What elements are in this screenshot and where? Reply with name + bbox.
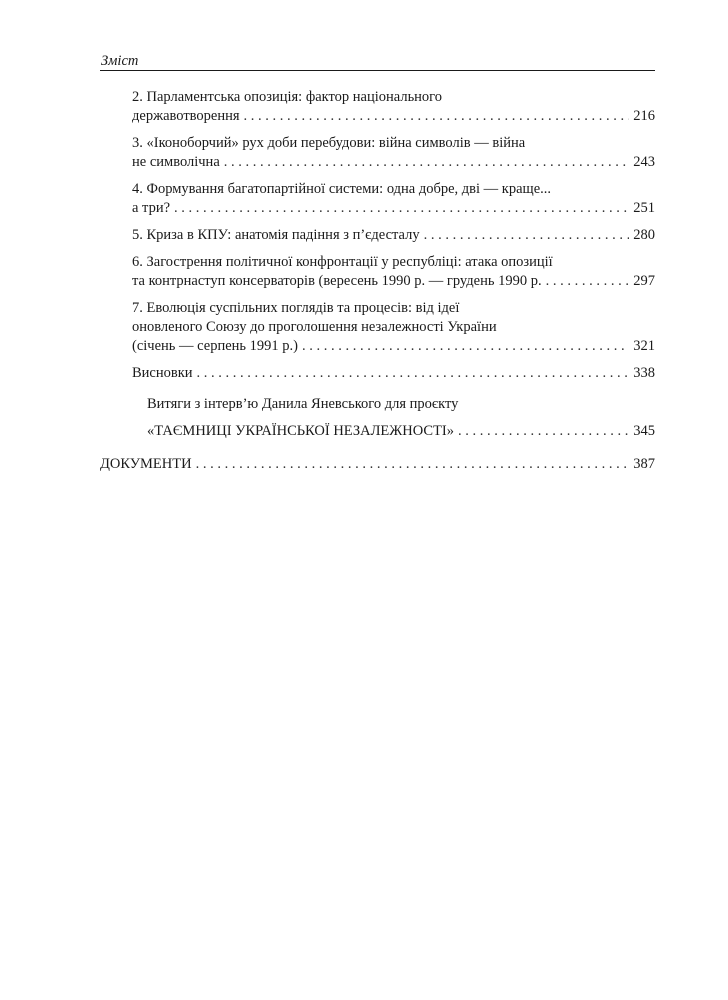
- toc-entry-6[interactable]: [132, 253, 655, 291]
- dot-leader: [224, 153, 629, 172]
- toc-entry-2[interactable]: [132, 88, 655, 126]
- toc-entry-last-line: [132, 153, 655, 172]
- toc-page-number: 216: [633, 108, 655, 124]
- dot-leader: [174, 199, 629, 218]
- toc-entry-last-line: [132, 272, 655, 291]
- toc-entry-line: оновленого Союзу до проголошення незалежності України: [132, 319, 497, 335]
- toc-entry-5[interactable]: [132, 226, 655, 245]
- toc-entry-text: державотворення: [132, 108, 240, 124]
- toc-entry-conclusions[interactable]: [132, 364, 655, 383]
- toc-entry-line: Витяги з інтерв’ю Данила Яневського для проєкту: [147, 396, 459, 412]
- dot-leader: [244, 107, 630, 126]
- toc-entry-line: 7. Еволюція суспільних поглядів та процесів: від ідеї: [132, 300, 460, 316]
- toc-entry-line: 2. Парламентська опозиція: фактор національного: [132, 89, 443, 105]
- dot-leader: [458, 422, 629, 441]
- toc-entry-text: «ТАЄМНИЦІ УКРАЇНСЬКОЇ НЕЗАЛЕЖНОСТІ»: [147, 423, 454, 439]
- toc-entry-text: ДОКУМЕНТИ: [100, 456, 192, 472]
- toc-entry-line: 3. «Іконоборчий» рух доби перебудови: війна символів — війна: [132, 135, 526, 151]
- toc-entry-last-line: [100, 455, 655, 474]
- toc-page-number: 321: [633, 338, 655, 354]
- toc-page-number: 338: [633, 365, 655, 381]
- toc-entry-line: 6. Загострення політичної конфронтації у республіці: атака опозиції: [132, 254, 553, 270]
- toc-page-number: 243: [633, 154, 655, 170]
- toc-entry-3[interactable]: [132, 134, 655, 172]
- toc-entry-4[interactable]: [132, 180, 655, 218]
- dot-leader: [302, 337, 629, 356]
- toc-page-number: 251: [633, 200, 655, 216]
- toc-entry-7[interactable]: [132, 299, 655, 356]
- toc-entry-last-line: [132, 199, 655, 218]
- dot-leader: [546, 272, 630, 291]
- toc-entry-text: Висновки: [132, 365, 193, 381]
- dot-leader: [196, 455, 630, 474]
- toc-entry-last-line: [147, 422, 655, 441]
- dot-leader: [424, 226, 630, 245]
- toc-page-number: 345: [633, 423, 655, 439]
- toc-entry-last-line: [132, 337, 655, 356]
- toc-entry-line: 4. Формування багатопартійної системи: одна добре, дві — краще...: [132, 181, 551, 197]
- table-of-contents: [100, 88, 655, 474]
- toc-page-number: 280: [633, 227, 655, 243]
- toc-entry-text: а три?: [132, 200, 171, 216]
- toc-entry-text: (січень — серпень 1991 р.): [132, 338, 298, 354]
- toc-entry-last-line: [132, 226, 655, 245]
- toc-page-number: 387: [633, 456, 655, 472]
- running-head-title: Зміст: [101, 53, 139, 69]
- toc-entry-interview-excerpts[interactable]: [147, 395, 655, 441]
- dot-leader: [197, 364, 630, 383]
- toc-entry-last-line: [132, 107, 655, 126]
- header-rule: [100, 70, 655, 71]
- toc-entry-text: та контрнаступ консерваторів (вересень 1990 р. — грудень 1990 р.: [132, 273, 542, 289]
- toc-entry-text: не символічна: [132, 154, 220, 170]
- toc-entry-last-line: [132, 364, 655, 383]
- toc-entry-text: 5. Криза в КПУ: анатомія падіння з п’єдесталу: [132, 227, 420, 243]
- toc-page-number: 297: [633, 273, 655, 289]
- toc-entry-documents[interactable]: [100, 455, 655, 474]
